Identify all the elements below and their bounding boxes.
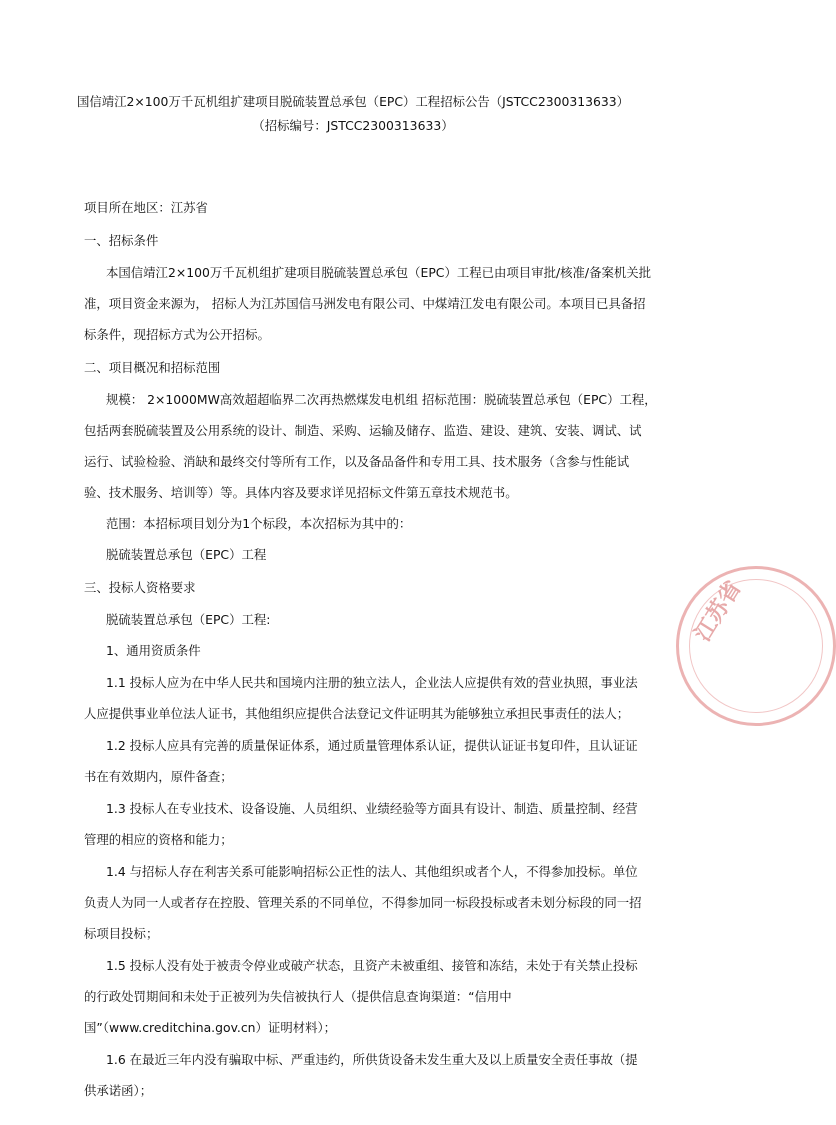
official-seal: [676, 566, 836, 726]
paragraph-line: 的行政处罚期间和未处于正被列为失信被执行人（提供信息查询渠道：“信用中: [84, 989, 512, 1004]
paragraph-line: 1.4 与招标人存在利害关系可能影响招标公正性的法人、其他组织或者个人，不得参加投标。单位: [106, 864, 638, 879]
paragraph-line: 准，项目资金来源为， 招标人为江苏国信马洲发电有限公司、中煤靖江发电有限公司。本项目已具备招: [84, 296, 646, 311]
paragraph-line: 本国信靖江2×100万千瓦机组扩建项目脱硫装置总承包（EPC）工程已由项目审批/核准/备案机关批: [106, 265, 652, 280]
paragraph-line: 脱硫装置总承包（EPC）工程:: [106, 612, 271, 627]
project-region: 项目所在地区：江苏省: [84, 200, 208, 215]
paragraph-line: 范围：本招标项目划分为1个标段，本次招标为其中的：: [106, 516, 412, 531]
paragraph-line: 运行、试验检验、消缺和最终交付等所有工作，以及备品备件和专用工具、技术服务（含参与性能试: [84, 454, 630, 469]
section-heading-project-overview: 二、项目概况和招标范围: [84, 360, 221, 375]
paragraph-line: 人应提供事业单位法人证书，其他组织应提供合法登记文件证明其为能够独立承担民事责任的法人；: [84, 706, 630, 721]
paragraph-line: 1.2 投标人应具有完善的质量保证体系，通过质量管理体系认证，提供认证证书复印件，且认证证: [106, 738, 638, 753]
notice-number: （招标编号：JSTCC2300313633）: [252, 118, 454, 133]
paragraph-line: 管理的相应的资格和能力；: [84, 832, 233, 847]
section-heading-bidder-qualifications: 三、投标人资格要求: [84, 580, 196, 595]
paragraph-line: 验、技术服务、培训等）等。具体内容及要求详见招标文件第五章技术规范书。: [84, 485, 518, 500]
paragraph-line: 国”（www.creditchina.gov.cn）证明材料）；: [84, 1020, 337, 1035]
paragraph-line: 标项目投标；: [84, 926, 159, 941]
paragraph-line: 脱硫装置总承包（EPC）工程: [106, 547, 267, 562]
notice-title: 国信靖江2×100万千瓦机组扩建项目脱硫装置总承包（EPC）工程招标公告（JSTCC2300313633）: [76, 94, 630, 109]
paragraph-line: 1.6 在最近三年内没有骗取中标、严重违约，所供货设备未发生重大及以上质量安全责任事故（提: [106, 1052, 638, 1067]
paragraph-line: 标条件，现招标方式为公开招标。: [84, 327, 270, 342]
paragraph-line: 1、通用资质条件: [106, 643, 201, 658]
paragraph-line: 1.3 投标人在专业技术、设备设施、人员组织、业绩经验等方面具有设计、制造、质量控制、经营: [106, 801, 638, 816]
paragraph-line: 负责人为同一人或者存在控股、管理关系的不同单位，不得参加同一标段投标或者未划分标段的同一招: [84, 895, 642, 910]
paragraph-line: 包括两套脱硫装置及公用系统的设计、制造、采购、运输及储存、监造、建设、建筑、安装、调试、试: [84, 423, 642, 438]
paragraph-line: 供承诺函）；: [84, 1083, 153, 1098]
paragraph-line: 规模： 2×1000MW高效超超临界二次再热燃煤发电机组 招标范围：脱硫装置总承包（EPC）工程，: [106, 392, 657, 407]
section-heading-bidding-conditions: 一、招标条件: [84, 233, 159, 248]
paragraph-line: 1.5 投标人没有处于被责令停业或破产状态，且资产未被重组、接管和冻结，未处于有关禁止投标: [106, 958, 638, 973]
paragraph-line: 书在有效期内，原件备查；: [84, 769, 233, 784]
seal-text: 江苏省: [689, 576, 747, 646]
paragraph-line: 1.1 投标人应为在中华人民共和国境内注册的独立法人，企业法人应提供有效的营业执照，事业法: [106, 675, 638, 690]
